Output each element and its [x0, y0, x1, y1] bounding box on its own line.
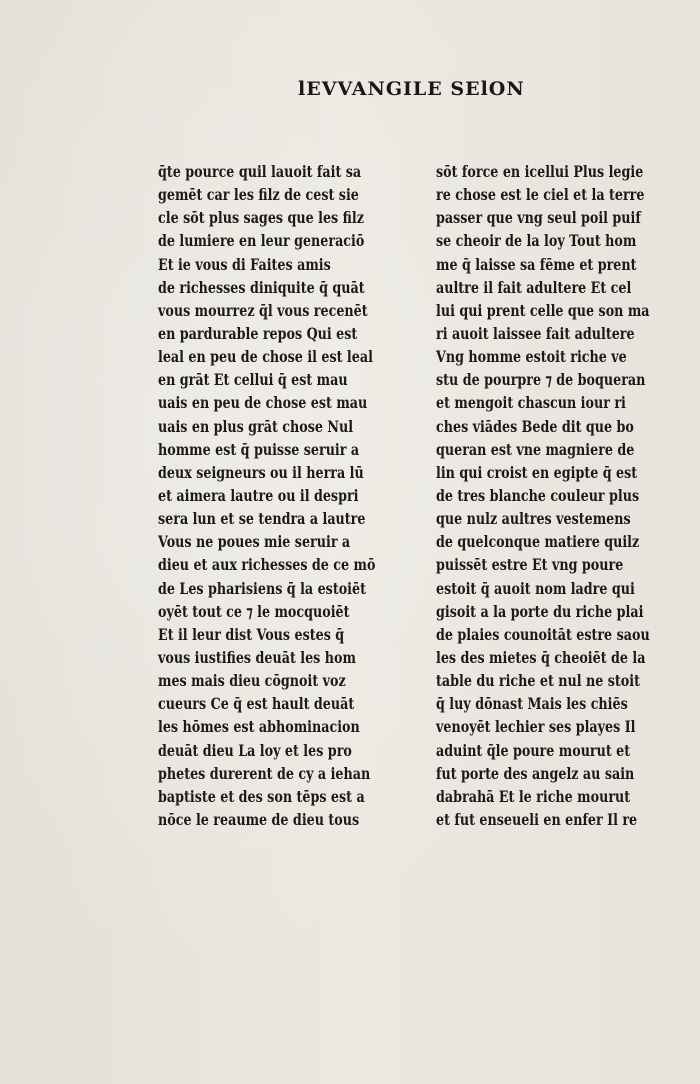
text-line: en grāt Et cellui q̄ est mau: [158, 370, 348, 390]
text-line: de lumiere en leur generaciō: [158, 231, 365, 251]
text-line: deuāt dieu La loy et les pro: [158, 740, 352, 760]
text-line: uais en peu de chose est mau: [158, 393, 368, 413]
text-column-right: [436, 160, 690, 831]
running-head: lEVVANGILE SElON: [298, 78, 525, 100]
text-line: ri auoit laissee fait adultere: [436, 323, 635, 343]
text-line: de tres blanche couleur plus: [436, 485, 640, 505]
text-line: me q̄ laisse sa fēme et prent: [436, 254, 637, 274]
text-line: q̄ luy dōnast Mais les chiēs: [436, 694, 628, 714]
text-line: cueurs Ce q̄ est hault deuāt: [158, 694, 355, 714]
text-line: baptiste et des son tēps est a: [158, 786, 365, 806]
text-line: estoit q̄ auoit nom ladre qui: [436, 578, 635, 598]
text-line: gisoit a la porte du riche plai: [436, 601, 644, 621]
text-line: de Les pharisiens q̄ la estoiēt: [158, 578, 366, 598]
text-line: ches viādes Bede dit que bo: [436, 416, 634, 436]
text-line: passer que vng seul poil puif: [436, 208, 641, 228]
text-line: les des mietes q̄ cheoiēt de la: [436, 647, 646, 667]
text-line: Vng homme estoit riche ve: [436, 347, 627, 367]
text-line: queran est vne magniere de: [436, 439, 635, 459]
text-line: cle sōt plus sages que les filz: [158, 208, 364, 228]
text-line: que nulz aultres vestemens: [436, 509, 631, 529]
text-line: puissēt estre Et vng poure: [436, 555, 624, 575]
text-line: phetes durerent de cy a iehan: [158, 763, 371, 783]
text-line: et fut enseueli en enfer Il re: [436, 809, 638, 829]
text-column-left: [158, 160, 406, 831]
text-line: en pardurable repos Qui est: [158, 323, 358, 343]
text-line: nōce le reaume de dieu tous: [158, 809, 360, 829]
text-line: dieu et aux richesses de ce mō: [158, 555, 376, 575]
text-line: de quelconque matiere quilz: [436, 532, 640, 552]
text-line: sōt force en icellui Plus legie: [436, 162, 644, 181]
text-line: lui qui prent celle que son ma: [436, 300, 650, 320]
text-line: re chose est le ciel et la terre: [436, 185, 645, 205]
text-line: et aimera lautre ou il despri: [158, 485, 359, 505]
text-line: mes mais dieu cōgnoit voz: [158, 671, 346, 691]
text-line: lin qui croist en egipte q̄ est: [436, 462, 638, 482]
text-line: se cheoir de la loy Tout hom: [436, 231, 637, 251]
text-line: oyēt tout ce ⁊ le mocquoiēt: [158, 601, 350, 621]
text-line: gemēt car les filz de cest sie: [158, 185, 359, 205]
text-line: sera lun et se tendra a lautre: [158, 509, 366, 529]
text-line: aultre il fait adultere Et cel: [436, 277, 632, 297]
text-line: leal en peu de chose il est leal: [158, 347, 373, 367]
text-line: vous mourrez q̄l vous recenēt: [158, 300, 368, 320]
text-line: uais en plus grāt chose Nul: [158, 416, 354, 436]
text-line: table du riche et nul ne stoit: [436, 671, 640, 691]
text-line: Vous ne poues mie seruir a: [158, 532, 351, 552]
text-line: les hōmes est abhominacion: [158, 717, 360, 737]
text-line: Et ie vous di Faites amis: [158, 254, 331, 274]
text-line: et mengoit chascun iour ri: [436, 393, 626, 413]
text-line: q̄te pource quil lauoit fait sa: [158, 162, 362, 181]
text-line: dabrahā Et le riche mourut: [436, 786, 631, 806]
text-line: vous iustifies deuāt les hom: [158, 647, 356, 667]
text-line: aduint q̄le poure mourut et: [436, 740, 631, 760]
text-line: Et il leur dist Vous estes q̄: [158, 624, 345, 644]
text-line: stu de pourpre ⁊ de boqueran: [436, 370, 646, 390]
text-line: de plaies counoitāt estre saou: [436, 624, 650, 644]
text-line: deux seigneurs ou il herra lū: [158, 462, 364, 482]
text-line: de richesses diniquite q̄ quāt: [158, 277, 365, 297]
text-line: fut porte des angelz au sain: [436, 763, 635, 783]
text-line: homme est q̄ puisse seruir a: [158, 439, 360, 459]
text-line: venoyēt lechier ses playes Il: [436, 717, 636, 737]
